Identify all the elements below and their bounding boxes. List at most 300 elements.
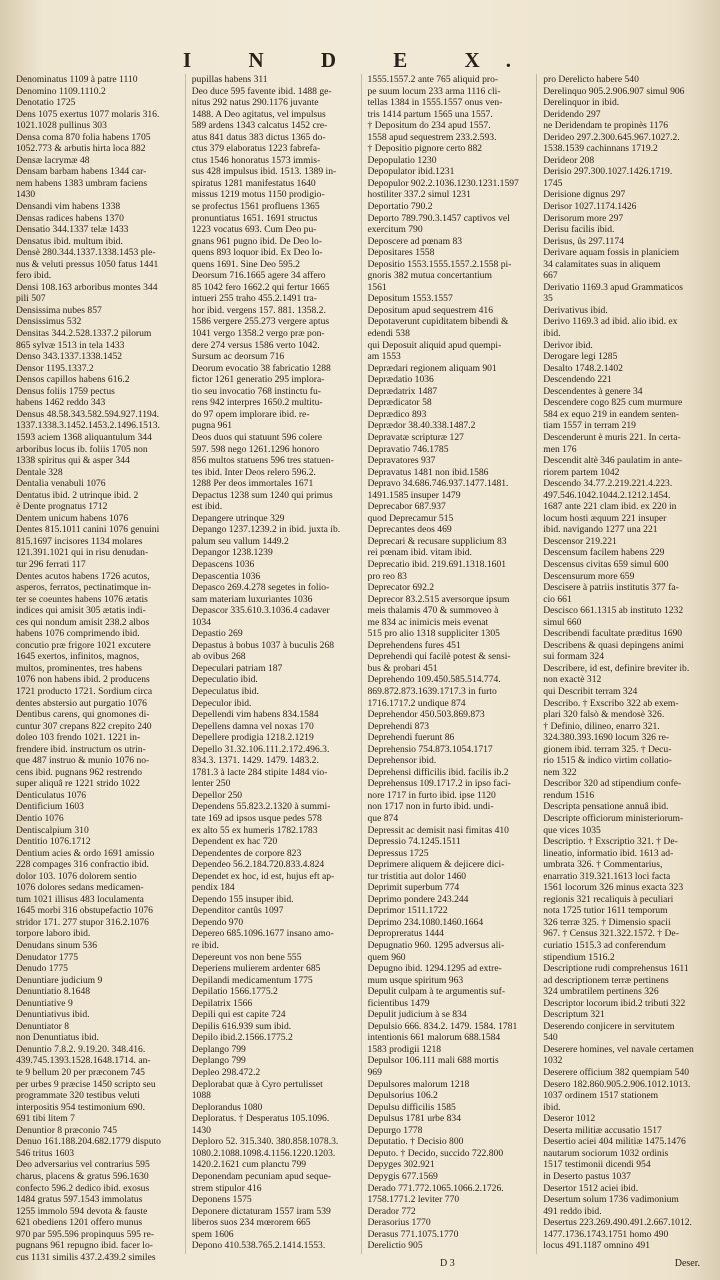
index-entry: Depravatus 1481 non ibid.1586 [367, 466, 489, 478]
index-entry: confecto 596.2 dedico ibid. exosus [16, 1182, 150, 1194]
index-entry: tur tristitia aut dolor 1460 [367, 870, 467, 882]
index-entry: è Dente prognatus 1712 [16, 501, 108, 513]
index-entry: ibid. navigando 1277 una 221 [543, 524, 658, 536]
index-entry: que vices 1035 [543, 824, 601, 836]
index-entry: Deputatio. † Decisio 800 [367, 1136, 464, 1148]
index-entry: pupillas habens 311 [191, 74, 268, 85]
index-entry: Dependet ex hoc, id est, hujus eft ap- [191, 870, 335, 882]
index-entry: Depereunt vos non bene 555 [191, 951, 302, 963]
index-entry: Deo adversarius vel contrarius 595 [16, 1159, 150, 1171]
index-entry: Depressio 74.1245.1511 [367, 836, 461, 848]
index-entry: Descripta pensatione annuâ ibid. [543, 801, 669, 813]
index-entry: locum hosti æquum 221 insuper [543, 512, 667, 524]
index-entry: qui Deposuit aliquid apud quempi- [367, 339, 502, 351]
index-column-3 [361, 74, 529, 1254]
index-entry: stridor 171. 277 stupor 316.2.1076 [16, 916, 149, 928]
index-entry: Denuo 161.188.204.682.1779 disputo [16, 1136, 161, 1148]
index-entry: am 1553 [367, 351, 401, 363]
index-entry: Densissima nubes 857 [16, 304, 102, 316]
index-entry: tum 1021 illisus 483 loculamenta [16, 893, 144, 905]
index-entry: tiam 1557 in terram 219 [543, 420, 636, 432]
index-entry: Denuntiative 9 [16, 997, 73, 1009]
index-entry: quens 893 loquor ibid. Ex Deo lo- [191, 247, 323, 259]
index-entry: 1337.1338.3.1452.1453.2.1496.1513. [16, 420, 160, 432]
index-entry: asperos, ferratos, pectinatimque in- [16, 582, 152, 594]
index-entry: Deserere officium 382 quempiam 540 [543, 1067, 690, 1079]
index-entry: dere 274 versus 1586 verto 1042. [191, 339, 320, 351]
index-entry: Dependent ex hac 720 [191, 836, 278, 848]
index-entry: Deprimere aliquem & dejicere dici- [367, 859, 505, 871]
index-entry: Deponendam pecuniam apud seque- [191, 1170, 332, 1182]
index-entry: pe suum locum 233 arma 1116 cli- [367, 85, 501, 97]
index-entry: curiatio 1515.3 ad conferendum [543, 940, 666, 952]
index-entry: que 487 instruo & munio 1076 no- [16, 755, 150, 767]
index-entry: enarratio 319.321.1613 loci facta [543, 870, 671, 882]
index-entry: 1477.1736.1743.1751 homo 490 [543, 1228, 669, 1240]
index-columns [14, 74, 704, 1263]
index-entry: Dentes 815.1011 canini 1076 genuini [16, 524, 160, 536]
index-entry: Depilo ibid.2.1566.1775.2 [191, 1032, 293, 1044]
index-entry: Depressit ac demisit nasi fimitas 410 [367, 824, 509, 836]
index-entry: Depurgo 1778 [367, 1124, 423, 1136]
index-entry: 1076 non habens ibid. 2 producens [16, 674, 150, 686]
index-entry: Densatus ibid. multum ibid. [16, 235, 123, 247]
index-entry: ficientibus 1479 [367, 997, 430, 1009]
index-entry: Denuntio 7.8.2. 9.19.20. 348.416. [16, 1043, 146, 1055]
index-entry: Depopulor 902.2.1036.1230.1231.1597 [367, 177, 519, 189]
index-entry: Deorum evocatio 38 fabricatio 1288 [191, 362, 331, 374]
index-entry: do 97 opem implorare ibid. re- [191, 408, 310, 420]
index-entry: Densas radices habens 1370 [16, 212, 124, 224]
index-entry: habens 1462 reddo 343 [16, 397, 106, 409]
index-entry: Depeculari patriam 187 [191, 662, 283, 674]
index-entry: Dentitio 1076.1712 [16, 836, 91, 848]
index-entry: 324.380.393.1690 locum 326 re- [543, 732, 670, 744]
index-entry: Derogare legi 1285 [543, 351, 618, 363]
index-entry: Denuntiatio 8.1648 [16, 986, 91, 998]
index-entry: Denuntiator 8 [16, 1020, 70, 1032]
index-entry: Descendendo 221 [543, 374, 612, 386]
index-entry: 815.1697 incisores 1134 molares [16, 535, 143, 547]
index-entry: Denso 343.1337.1338.1452 [16, 351, 123, 363]
index-entry: Descriptio. † Exscriptio 321. † De- [543, 836, 678, 848]
index-entry: Depositio 1553.1555.1557.2.1558 pi- [367, 258, 512, 270]
index-entry: Densus foliis 1759 pectus [16, 385, 115, 397]
index-entry: nem 322 [543, 766, 577, 778]
index-entry: † Depositum do 234 apud 1557. [367, 120, 491, 132]
index-entry: Denuntiativus ibid. [16, 1009, 90, 1021]
index-entry: ibid. [543, 328, 561, 340]
index-entry: 546 tritus 1603 [16, 1147, 75, 1159]
index-entry: 1491.1585 insuper 1479 [367, 489, 461, 501]
index-entry: 1721 producto 1721. Sordium circa [16, 685, 153, 697]
index-entry: 326 terræ 325. † Dimensio spacii [543, 916, 671, 928]
index-entry: liberos suos 234 mœrorem 665 [191, 1217, 311, 1229]
index-entry: plari 320 falsò & mendosè 326. [543, 709, 665, 721]
index-entry: re ibid. [191, 940, 219, 952]
index-entry: missus 1219 motus 1150 prodigio- [191, 189, 325, 201]
index-entry: Descisere à patriis institutis 377 fa- [543, 582, 679, 594]
index-entry: pugnans 961 repugno ibid. facer lo- [16, 1240, 153, 1252]
index-entry: nem habens 1383 umbram faciens [16, 177, 148, 189]
index-entry: 1420.2.1621 cum planctu 799 [191, 1159, 307, 1171]
index-entry: gnans 961 pugno ibid. De Deo lo- [191, 235, 323, 247]
index-entry: Depugnatio 960. 1295 adversus ali- [367, 940, 505, 952]
index-entry: per urbes 9 præcise 1450 scripto seu [16, 1078, 156, 1090]
index-entry: Deprecatio ibid. 219.691.1318.1601 [367, 558, 507, 570]
index-entry: Descriptum 321 [543, 1009, 605, 1021]
index-entry: nore 1717 in furto ibid. ipse 1120 [367, 789, 496, 801]
index-entry: Derasus 771.1075.1770 [367, 1228, 459, 1240]
index-entry: habens 1076 comprimendo ibid. [16, 628, 140, 640]
index-entry: non Denuntiatus ibid. [16, 1032, 99, 1044]
index-entry: ctus 379 elaboratus 1223 fabrefa- [191, 143, 321, 155]
index-entry: Depyges 302.921 [367, 1159, 435, 1171]
index-entry: cus 1131 similis 437.2.439.2 similes [16, 1251, 156, 1263]
index-entry: Derivare aquam fossis in planiciem [543, 247, 680, 259]
index-entry: Denudans sinum 536 [16, 940, 98, 952]
index-entry: Deprehendi 873 [367, 720, 430, 732]
index-entry: Deridendo 297 [543, 108, 601, 120]
index-entry: palum seu vallum 1449.2 [191, 535, 289, 547]
index-entry: 667 [543, 270, 558, 282]
index-entry: Deperiens mulierem ardenter 685 [191, 963, 321, 975]
index-entry: 1561 [367, 281, 387, 293]
index-entry: Densitas 344.2.528.1337.2 pilorum [16, 328, 152, 340]
index-entry: Denticulatus 1076 [16, 789, 87, 801]
index-entry: Deprædico 893 [367, 408, 427, 420]
index-entry: 1076 dolores sedans medicamen- [16, 882, 144, 894]
index-entry: † Depositio pignore certo 882 [367, 143, 483, 155]
index-entry: intueri 255 traho 455.2.1491 tra- [191, 293, 317, 305]
index-entry: Depasco 269.4.278 segetes in folio- [191, 582, 330, 594]
index-entry: Deprædatrix 1487 [367, 385, 438, 397]
index-entry: 1088 [191, 1090, 211, 1102]
index-entry: meis thalamis 470 & summoveo à [367, 605, 499, 617]
index-entry: Depulsio 666. 834.2. 1479. 1584. 1781 [367, 1020, 518, 1032]
index-entry: Derelictio 905 [367, 1240, 423, 1252]
page-footer [440, 1258, 700, 1269]
index-entry: Deprecari & recusare supplicium 83 [367, 535, 507, 547]
index-entry: Deputo. † Decido, succido 722.800 [367, 1147, 504, 1159]
index-entry: Deserta militiæ accusatio 1517 [543, 1124, 662, 1136]
index-entry: 597. 598 nego 1261.1296 honoro [191, 443, 320, 455]
index-entry: Derisorum more 297 [543, 212, 624, 224]
index-entry: fictor 1261 generatio 295 implora- [191, 374, 325, 386]
index-entry: Depravatio 746.1785 [367, 443, 449, 455]
index-entry: Derador 772 [367, 1205, 416, 1217]
index-entry: Depravo 34.686.746.937.1477.1481. [367, 478, 509, 490]
index-entry: Depereo 685.1096.1677 insano amo- [191, 928, 334, 940]
index-entry: 1745 [543, 177, 563, 189]
index-entry: Densæ lacrymæ 48 [16, 154, 90, 166]
signature-mark: D 3 [440, 1258, 455, 1269]
index-entry: Descensurum more 659 [543, 570, 635, 582]
index-entry: gnoris 382 mutua concertantium [367, 270, 492, 282]
index-entry: strem stipulor 416 [191, 1182, 262, 1194]
index-entry: Descensus civitas 659 simul 600 [543, 558, 669, 570]
index-entry: Dependeo 56.2.184.720.833.4.824 [191, 859, 325, 871]
index-entry: Depilis 616.939 sum ibid. [191, 1020, 292, 1032]
index-entry: Deprehensus 109.1717.2 in ipso faci- [367, 778, 511, 790]
index-entry: arboribus locus ib. foliis 1705 non [16, 443, 148, 455]
index-entry: Depulsores malorum 1218 [367, 1078, 470, 1090]
index-entry: 497.546.1042.1044.2.1212.1454. [543, 489, 671, 501]
index-entry: Derisio 297.300.1027.1426.1719. [543, 166, 673, 178]
index-entry: Denotatio 1725 [16, 97, 76, 109]
index-entry: Densè 280.344.1337.1338.1453 ple- [16, 247, 156, 259]
index-entry: Depravatores 937 [367, 455, 436, 467]
index-entry: Deplorandus 1080 [191, 1101, 263, 1113]
index-entry: Deploro 52. 315.340. 380.858.1078.3. [191, 1136, 339, 1148]
index-entry: Densor 1195.1337.2 [16, 362, 94, 374]
index-entry: Deponere dictaturam 1557 iram 539 [191, 1205, 331, 1217]
index-entry: Deseror 1012 [543, 1113, 596, 1125]
index-entry: 969 [367, 1067, 382, 1079]
index-entry: Densandi vim habens 1338 [16, 201, 121, 213]
index-entry: Depotaverunt cupiditatem bibendi & [367, 316, 509, 328]
index-entry: cio 661 [543, 593, 572, 605]
index-entry: 1781.3 à lacte 284 stipite 1484 vio- [191, 766, 328, 778]
index-entry: Depellor 250 [191, 789, 243, 801]
index-entry: Depulit culpam à te argumentis suf- [367, 986, 506, 998]
index-entry: ibid. [543, 1101, 561, 1113]
index-entry: edendi 538 [367, 328, 410, 340]
index-entry: † Definio, dilineo, enarro 321. [543, 720, 660, 732]
index-entry: tate 169 ad ipsos usque pedes 578 [191, 813, 322, 824]
index-entry: Dentificium 1603 [16, 801, 84, 813]
index-entry: 1716.1717.2 undique 874 [367, 697, 466, 709]
index-entry: torpore laboro ibid. [16, 928, 91, 940]
index-entry: Depellendi vim habens 834.1584 [191, 709, 319, 721]
index-entry: locus 491.1187 omnino 491 [543, 1240, 651, 1252]
index-entry: stipendium 1516.2 [543, 951, 615, 963]
index-entry: lenter 250 [191, 778, 231, 790]
index-entry: Deprimit superbum 774 [367, 882, 460, 894]
index-entry: Deporto 789.790.3.1457 captivos vel [367, 212, 510, 224]
index-entry: riorem partem 1042 [543, 466, 620, 478]
index-entry: 515 pro alio 1318 suppliciter 1305 [367, 628, 500, 640]
index-entry: 1593 aciem 1368 aliquantulum 344 [16, 431, 152, 443]
index-entry: Descendentes à genere 34 [543, 385, 643, 397]
index-entry: 85 1042 fero 1662.2 qui fertur 1665 [191, 281, 330, 293]
index-entry: 540 [543, 1032, 558, 1044]
index-entry: multos, prominentes, tres habens [16, 662, 143, 674]
index-entry: Deprehensio 754.873.1054.1717 [367, 743, 493, 755]
index-entry: Depopulatio 1230 [367, 154, 437, 166]
index-entry: Depositares 1558 [367, 247, 435, 259]
index-entry: qui Describit terram 324 [543, 685, 638, 697]
index-entry: Deprecantes deos 469 [367, 524, 452, 536]
index-entry: interpositis 954 testimonium 690. [16, 1101, 145, 1113]
index-entry: 35 [543, 293, 553, 305]
index-entry: Describor 320 ad stipendium confe- [543, 778, 682, 790]
index-entry: tur 296 ferrati 117 [16, 558, 86, 570]
index-entry: Dependens 55.823.2.1320 à summi- [191, 801, 331, 813]
index-entry: Derado 771.772.1065.1066.2.1726. [367, 1182, 504, 1194]
index-entry: fero ibid. [16, 270, 52, 282]
index-entry: Deprecor 83.2.515 aversorque ipsum [367, 593, 510, 605]
index-entry: Densa coma 870 folia habens 1705 [16, 131, 151, 143]
index-entry: 1052.773 & arbutis hirta loca 882 [16, 143, 146, 155]
index-entry: nus & veluti pressus 1050 fatus 1441 [16, 258, 159, 270]
index-entry: Descensum facilem habens 229 [543, 547, 665, 559]
index-entry: 1034 [191, 616, 211, 628]
index-entry: 1255 immolo 594 devota & fauste [16, 1205, 148, 1217]
index-entry: Denudo 1775 [16, 963, 68, 975]
index-entry: Deprecabor 687.937 [367, 501, 446, 513]
index-entry: 1538.1539 cachinnans 1719.2 [543, 143, 658, 155]
index-entry: 1583 prodigii 1218 [367, 1043, 442, 1055]
index-entry: regionis 321 recaliquis à peculiari [543, 893, 674, 905]
index-entry: 1080.2.1088.1098.4.1156.1220.1203. [191, 1147, 336, 1159]
index-entry: Depellens damna vel noxas 170 [191, 720, 314, 732]
index-entry: Desero 182.860.905.2.906.1012.1013. [543, 1078, 691, 1090]
index-entry: pro Derelicto habere 540 [543, 74, 639, 85]
index-entry: concutio præ frigore 1021 excutere [16, 639, 151, 651]
index-entry: dentes abstersio aut purgatio 1076 [16, 697, 147, 709]
index-entry: Dependitor cantûs 1097 [191, 905, 284, 917]
index-entry: doleo 103 frendo 1021. 1221 in- [16, 732, 141, 744]
index-entry: Deprædari regionem aliquam 901 [367, 362, 497, 374]
index-entry: Deprehendi qui facilè potest & sensi- [367, 651, 511, 663]
index-entry: Derivatio 1169.3 apud Grammaticos [543, 281, 684, 293]
index-entry: Derisor 1027.1174.1426 [543, 201, 637, 213]
index-entry: 1338 spiritus qui & asper 344 [16, 455, 130, 467]
index-entry: Deprimo 234.1080.1460.1664 [367, 916, 484, 928]
index-entry: ces qui nondum amisit 238.2 albos [16, 616, 150, 628]
index-entry: 439.745.1393.1528.1648.1714. an- [16, 1055, 151, 1067]
index-entry: Denomino 1109.1110.2 [16, 85, 106, 97]
catchword: Deser. [674, 1258, 700, 1269]
index-entry: te 9 bellum 20 per præconem 745 [16, 1067, 145, 1079]
index-entry: Desalto 1748.2.1402 [543, 362, 623, 374]
index-entry: se profectus 1561 profluens 1365 [191, 201, 320, 213]
index-entry: ab ovibus 268 [191, 651, 246, 663]
index-entry: cens ibid. pugnans 962 restrendo [16, 766, 143, 778]
index-entry: Descriptor locorum ibid.2 tributi 322 [543, 997, 686, 1009]
index-entry: que 874 [367, 813, 399, 824]
index-entry: tellas 1384 in 1555.1557 onus ven- [367, 97, 503, 109]
index-entry: Derelinquor in ibid. [543, 97, 620, 109]
index-entry: 1561 locorum 326 minus exacta 323 [543, 882, 684, 894]
index-entry: Derelinquo 905.2.906.907 simul 906 [543, 85, 685, 97]
index-entry: spem 1606 [191, 1228, 234, 1240]
index-entry: exercitum 790 [367, 224, 423, 236]
index-entry: Deprædicator 58 [367, 397, 432, 409]
index-entry: Depascens 1036 [191, 558, 255, 570]
index-entry: me 834 ac inimicis meis evenat [367, 616, 489, 628]
index-entry: 121.391.1021 qui in risu denudan- [16, 547, 149, 559]
index-entry: Derivo 1169.3 ad ibid. alio ibid. ex [543, 316, 678, 328]
index-entry: Deprædor 38.40.338.1487.2 [367, 420, 476, 432]
index-entry: mum usque spiritum 963 [367, 974, 464, 986]
index-entry: 1758.1771.2 leviter 770 [367, 1194, 460, 1206]
index-entry: hostiliter 337.2 simul 1231 [367, 189, 471, 201]
index-entry: 967. † Census 321.322.1572. † De- [543, 928, 679, 940]
index-entry: Deprimor 1511.1722 [367, 905, 448, 917]
index-entry: Dentium acies & ordo 1691 amissio [16, 847, 155, 859]
index-entry: Derideor 208 [543, 154, 595, 166]
index-entry: Depilandi medicamentum 1775 [191, 974, 313, 986]
index-entry: Depropreratus 1444 [367, 928, 444, 940]
index-entry: 1488. A Deo agitatus, vel impulsus [191, 108, 326, 120]
index-entry: Densissimus 532 [16, 316, 82, 328]
index-entry: Desertor 1512 aciei ibid. [543, 1182, 639, 1194]
index-entry: 1645 exertos, infinitos, magnos, [16, 651, 140, 663]
index-entry: Deplango 799 [191, 1055, 246, 1067]
index-entry: 1586 vergere 255.273 vergere aptus [191, 316, 330, 328]
index-entry: Dentio 1076 [16, 813, 64, 824]
index-entry: Dentiscalpium 310 [16, 824, 89, 836]
index-entry: non 1717 non in furto ibid. undi- [367, 801, 494, 813]
index-entry: spiratus 1281 manifestatus 1640 [191, 177, 316, 189]
index-entry: Depascentia 1036 [191, 570, 261, 582]
index-entry: pugna 961 [191, 420, 232, 432]
index-entry: Depulsorius 106.2 [367, 1090, 438, 1102]
index-entry: gionem ibid. terram 325. † Decu- [543, 743, 672, 755]
index-entry: Derivativus ibid. [543, 304, 608, 316]
index-entry: Descenderunt è muris 221. In certa- [543, 431, 681, 443]
index-entry: Depulsu difficilis 1585 [367, 1101, 456, 1113]
index-entry: Deprehendo 109.450.585.514.774. [367, 674, 501, 686]
index-entry: Depulsus 1781 urbe 834 [367, 1113, 462, 1125]
index-entry: Deponens 1575 [191, 1194, 252, 1206]
index-entry: Dentem unicum habens 1076 [16, 512, 129, 524]
index-entry: 1430 [191, 1124, 211, 1136]
index-entry: Deprehensi difficilis ibid. facilis ib.2 [367, 766, 509, 778]
index-entry: quem 960 [367, 951, 406, 963]
index-entry: hor ibid. vergens 157. 881. 1358.2. [191, 304, 326, 316]
index-entry: sui formam 324 [543, 651, 605, 663]
index-entry: Describens & quasi depingens animi [543, 639, 684, 651]
index-entry: rens 942 interpres 1650.2 multitu- [191, 397, 323, 409]
index-entry: Describendi facultate præditus 1690 [543, 628, 683, 640]
index-entry: Depulit judicium à se 834 [367, 1009, 467, 1021]
index-entry: Deprehendi fuerunt 86 [367, 732, 455, 744]
index-entry: nota 1725 tutior 1611 temporum [543, 905, 668, 917]
index-entry: Depopulator ibid.1231 [367, 166, 455, 178]
index-entry: ter se coeuntes habens 1076 ætatis [16, 593, 148, 605]
index-entry: quens 1691. Sine Deo 595.2 [191, 258, 300, 270]
index-entry: 1041 vergo 1358.2 vergo præ pon- [191, 328, 325, 340]
index-entry: 621 obediens 1201 offero munus [16, 1217, 143, 1229]
index-entry: in Deserto pastus 1037 [543, 1170, 631, 1182]
index-entry: Depellere prodigia 1218.2.1219 [191, 732, 314, 744]
index-entry: ad descriptionem terræ pertinens [543, 974, 669, 986]
index-entry: Densam barbam habens 1344 car- [16, 166, 147, 178]
index-entry: 1555.1557.2 ante 765 aliquid pro- [367, 74, 499, 85]
index-entry: rei pœnam ibid. vitam ibid. [367, 547, 472, 559]
index-entry: Deprehendens fures 451 [367, 639, 461, 651]
index-entry: 1021.1028 pullinus 303 [16, 120, 107, 132]
index-entry: Depastio 269 [191, 628, 243, 640]
page-title: I N D E X. [183, 48, 537, 72]
index-entry: 1517 testimonii dicendi 954 [543, 1159, 651, 1171]
index-entry: ne Deridendam te propinès 1176 [543, 120, 669, 132]
index-column-2 [185, 74, 353, 1254]
index-entry: Deprehensor ibid. [367, 755, 437, 767]
index-entry: 34 calamitates suas in aliquem [543, 258, 661, 270]
index-entry: programmate 320 testibus veluti [16, 1090, 140, 1102]
index-entry: Densi 108.163 arboribus montes 344 [16, 281, 158, 293]
index-entry: intentionis 661 malorum 688.1584 [367, 1032, 501, 1044]
index-entry: Describo. † Exscribo 322 ab exem- [543, 697, 679, 709]
index-entry: 1484 gratus 597.1543 immolatus [16, 1194, 143, 1206]
index-entry: pendix 184 [191, 882, 235, 894]
index-entry: Dentalia venabuli 1076 [16, 478, 106, 490]
index-entry: 869.872.873.1639.1717.3 in furto [367, 685, 497, 697]
